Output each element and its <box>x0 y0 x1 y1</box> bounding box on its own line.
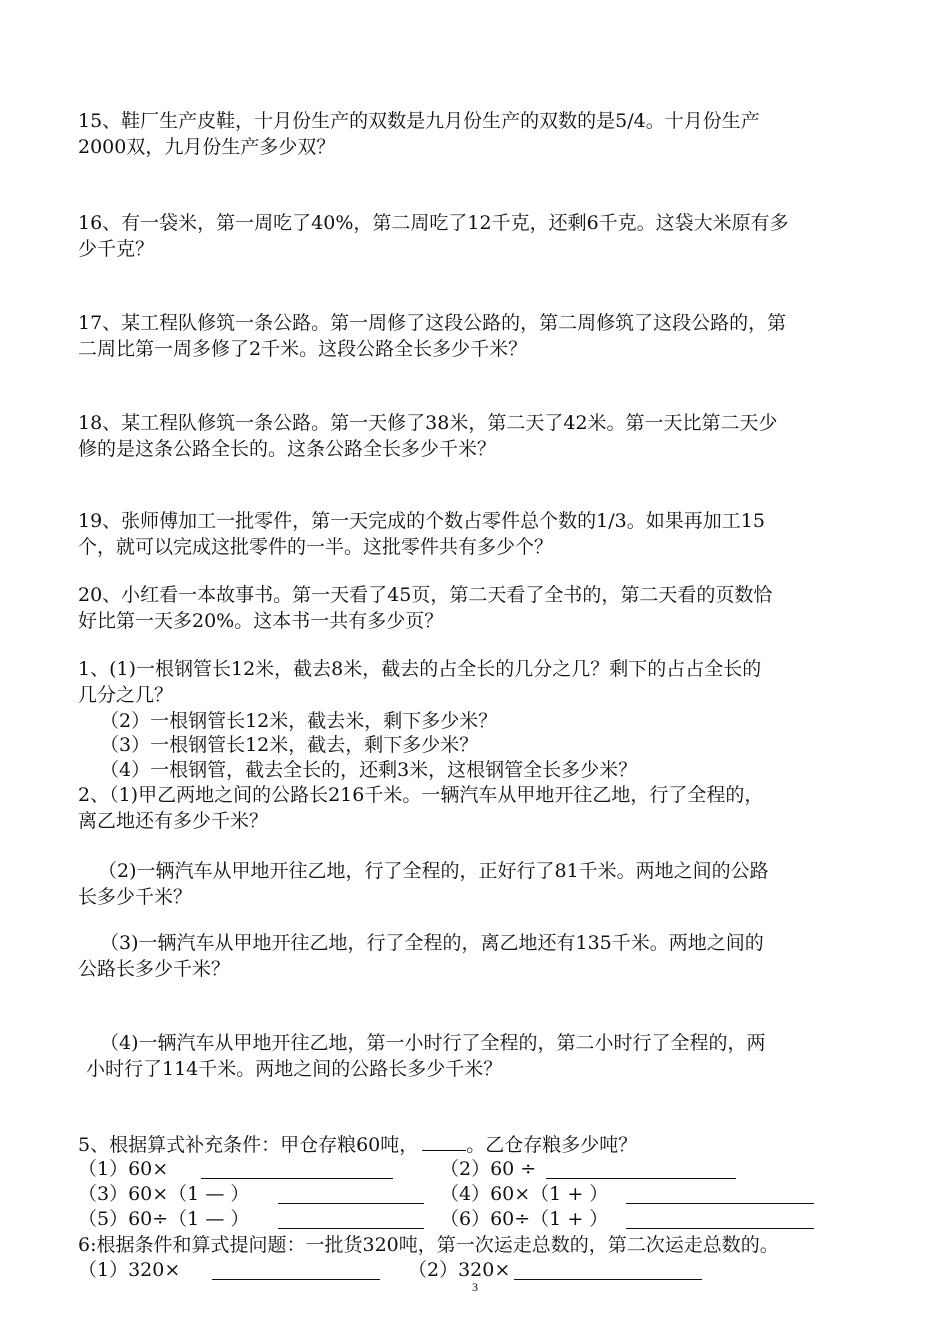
question-5-item-3-blank[interactable] <box>278 1183 424 1204</box>
question-5-item-4-label: （4）60×（1 + ） <box>440 1183 609 1205</box>
question-2-sub-4-line-1: （4)一辆汽车从甲地开往乙地，第一小时行了全程的，第二小时行了全程的，两 <box>100 1032 766 1054</box>
question-5-item-1-label: （1）60× <box>78 1158 169 1180</box>
question-5-item-2 <box>440 1156 536 1182</box>
problem-19-line-1: 19、张师傅加工一批零件，第一天完成的个数占零件总个数的1/3。如果再加工15 <box>78 510 765 532</box>
question-6-item-2-label: （2）320× <box>408 1259 511 1281</box>
question-6-title: 6:根据条件和算式提问题：一批货320吨，第一次运走总数的，第二次运走总数的。 <box>78 1234 779 1256</box>
problem-16-line-1: 16、有一袋米，第一周吃了40%，第二周吃了12千克，还剩6千克。这袋大米原有多 <box>78 212 789 234</box>
question-5-title <box>78 1130 637 1156</box>
question-5-item-3-label: （3）60×（1 — ） <box>78 1183 250 1205</box>
problem-19-line-2: 个，就可以完成这批零件的一半。这批零件共有多少个？ <box>78 536 554 558</box>
problem-18-line-2: 修的是这条公路全长的。这条公路全长多少千米？ <box>78 438 497 460</box>
question-5-item-2-blank[interactable] <box>546 1158 736 1179</box>
page-number: 3 <box>472 1280 478 1294</box>
question-2-sub-2-line-2: 长多少千米？ <box>78 886 193 908</box>
problem-16-line-2: 少千克？ <box>78 238 155 260</box>
problem-20-line-1: 20、小红看一本故事书。第一天看了45页，第二天看了全书的，第二天看的页数恰 <box>78 584 773 606</box>
question-5-item-5-label: （5）60÷（1 — ） <box>78 1208 250 1230</box>
question-5-item-6-blank[interactable] <box>626 1208 814 1229</box>
question-1-sub-3: （3）一根钢管长12米，截去，剩下多少米？ <box>100 734 479 756</box>
question-2-line-2: 离乙地还有多少千米？ <box>78 810 269 832</box>
question-5-title-prefix: 5、根据算式补充条件：甲仓存粮60吨， <box>78 1134 419 1156</box>
problem-17-line-2: 二周比第一周多修了2千米。这段公路全长多少千米？ <box>78 338 528 360</box>
question-5-item-6-label: （6）60÷（1 + ） <box>440 1208 609 1230</box>
question-2-sub-3-line-2: 公路长多少千米？ <box>78 958 231 980</box>
problem-17-line-1: 17、某工程队修筑一条公路。第一周修了这段公路的，第二周修筑了这段公路的，第 <box>78 312 787 334</box>
question-2-sub-3-line-1: （3)一辆汽车从甲地开往乙地，行了全程的，离乙地还有135千米。两地之间的 <box>100 932 764 954</box>
problem-20-line-2: 好比第一天多20%。这本书一共有多少页？ <box>78 610 444 632</box>
question-1-sub-4: （4）一根钢管，截去全长的，还剩3米，这根钢管全长多少米？ <box>100 759 638 781</box>
question-5-title-suffix: 。乙仓存粮多少吨？ <box>466 1134 638 1156</box>
question-5-item-2-label: （2）60 ÷ <box>440 1158 537 1180</box>
question-6-item-1-label: （1）320× <box>78 1259 181 1281</box>
question-2-sub-2-line-1: （2)一辆汽车从甲地开往乙地，行了全程的，正好行了81千米。两地之间的公路 <box>98 860 769 882</box>
problem-15-line-2: 2000双，九月份生产多少双？ <box>78 136 336 158</box>
question-5-item-6 <box>440 1206 608 1232</box>
question-5-item-3 <box>78 1181 249 1207</box>
question-5-item-5-blank[interactable] <box>278 1208 424 1229</box>
question-5-item-5 <box>78 1206 249 1232</box>
problem-18-line-1: 18、某工程队修筑一条公路。第一天修了38米，第二天了42米。第一天比第二天少 <box>78 412 778 434</box>
question-2-sub-4-line-2: 小时行了114千米。两地之间的公路长多少千米？ <box>86 1058 503 1080</box>
problem-15-line-1: 15、鞋厂生产皮鞋，十月份生产的双数是九月份生产的双数的是5/4。十月份生产 <box>78 110 760 132</box>
question-1-line-2: 几分之几？ <box>78 684 174 706</box>
question-5-item-4 <box>440 1181 608 1207</box>
question-2-line-1: 2、（1)甲乙两地之间的公路长216千米。一辆汽车从甲地开往乙地，行了全程的， <box>78 784 764 806</box>
question-6-item-2-blank[interactable] <box>514 1259 702 1280</box>
question-5-item-1-blank[interactable] <box>201 1158 393 1179</box>
question-1-line-1: 1、(1)一根钢管长12米，截去8米，截去的占全长的几分之几？剩下的占占全长的 <box>78 658 762 680</box>
question-5-item-1 <box>78 1156 168 1182</box>
question-1-sub-2: （2）一根钢管长12米，截去米，剩下多少米？ <box>100 710 498 732</box>
question-5-condition-blank[interactable] <box>422 1130 466 1151</box>
question-5-item-4-blank[interactable] <box>626 1183 814 1204</box>
question-6-item-1-blank[interactable] <box>212 1259 380 1280</box>
